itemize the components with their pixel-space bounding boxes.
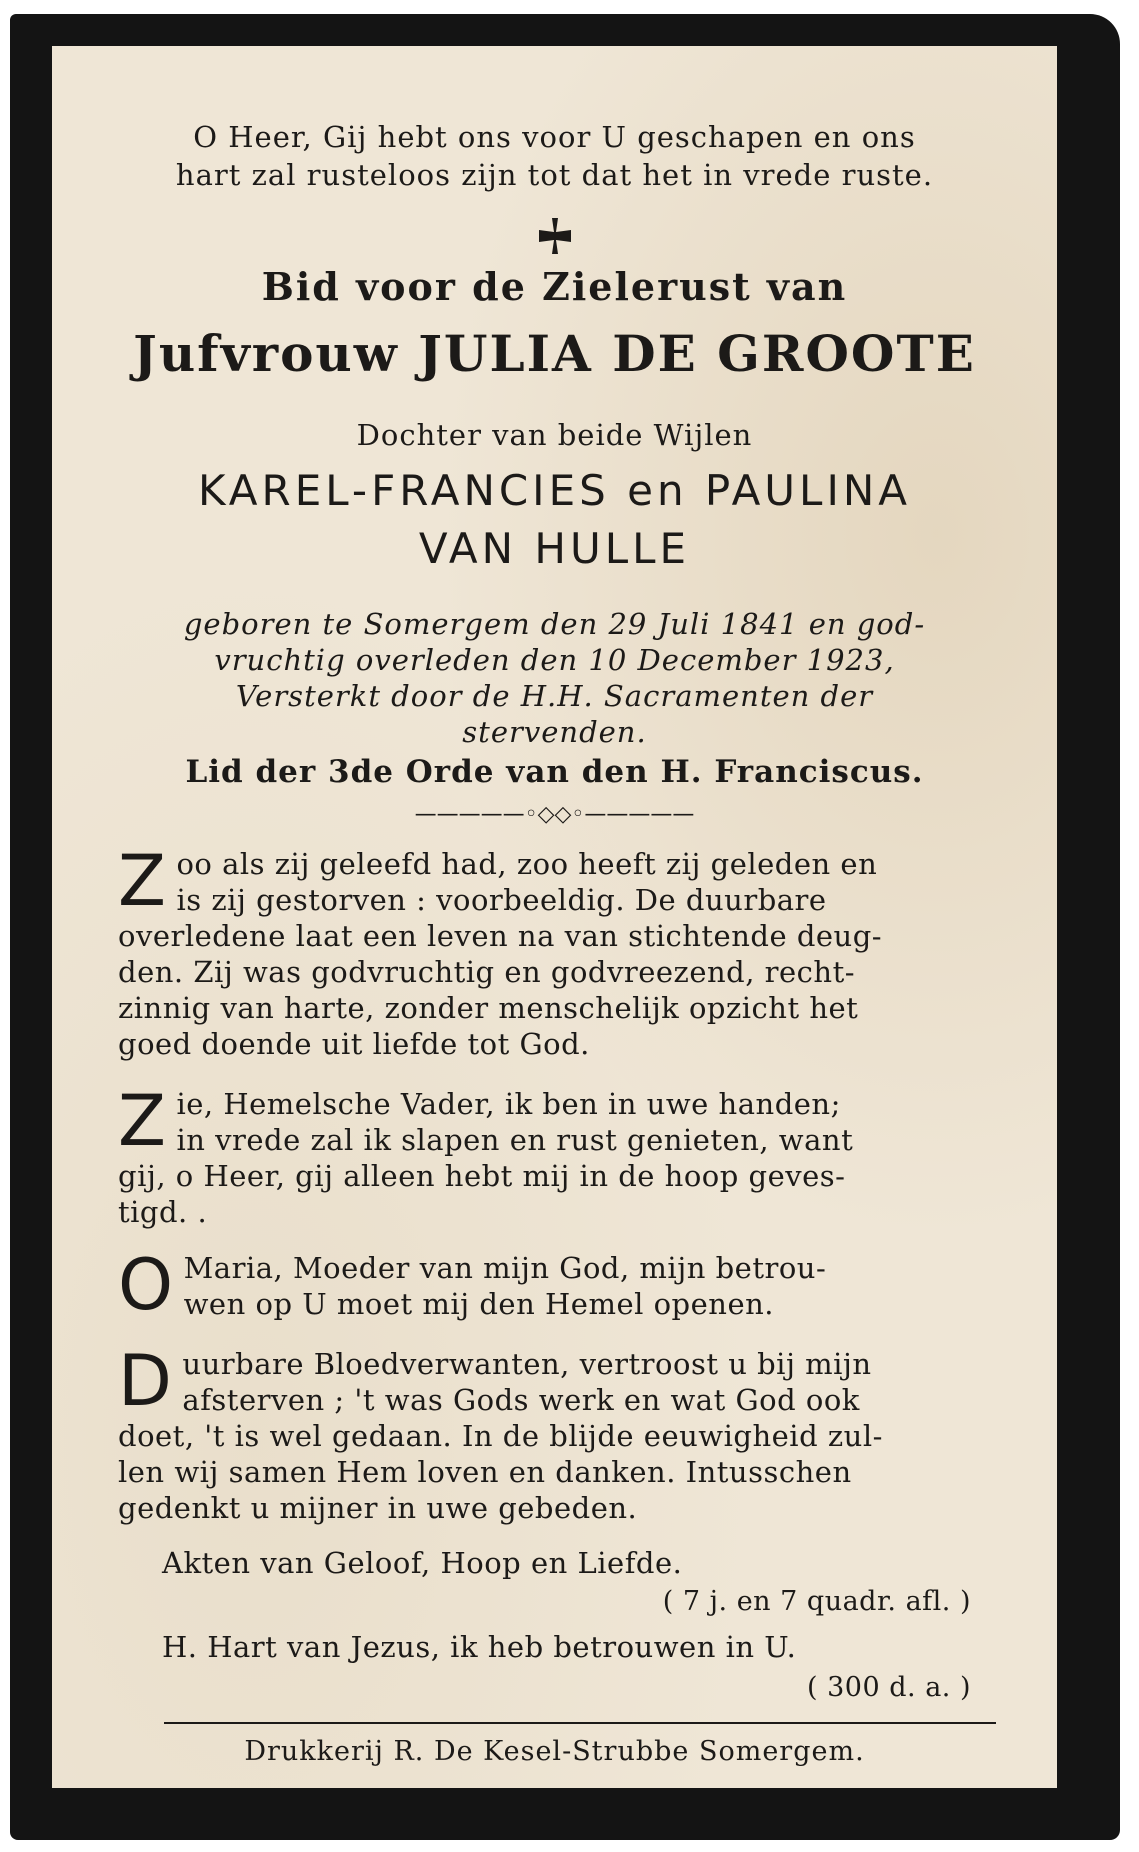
- paragraph-line: wen op U moet mij den Hemel openen.: [183, 1287, 775, 1321]
- ornament-divider: —————◦◇◇◦—————: [414, 802, 695, 827]
- biography-line: stervenden.: [462, 715, 647, 749]
- drop-cap: Z: [118, 840, 167, 922]
- paragraph-life: [118, 840, 1000, 1062]
- prayer-heading: Bid voor de Zielerust van: [261, 264, 848, 309]
- footer-rule: [164, 1722, 996, 1724]
- paragraph-line: ie, Hemelsche Vader, ik ben in uwe handen;: [176, 1087, 841, 1121]
- paragraph-line: Maria, Moeder van mijn God, mijn betrou-: [183, 1251, 827, 1285]
- paragraph-line: gedenkt u mijner in uwe gebeden.: [118, 1491, 638, 1525]
- biography: [52, 606, 1057, 750]
- parents-names: KAREL-FRANCIES en PAULINA: [198, 466, 911, 515]
- paragraph-line: zinnig van harte, zonder menschelijk opzicht het: [118, 991, 859, 1025]
- biography-line: Versterkt door de H.H. Sacramenten der: [235, 679, 874, 713]
- paragraph-relatives: [118, 1340, 1000, 1526]
- sacred-heart-prayer: H. Hart van Jezus, ik heb betrouwen in U.: [162, 1630, 797, 1664]
- paragraph-line: goed doende uit liefde tot God.: [118, 1027, 590, 1061]
- biography-line: vruchtig overleden den 10 December 1923,: [214, 643, 895, 677]
- paragraph-prayer-father: [118, 1080, 1000, 1230]
- paragraph-line: overledene laat een leven na van stichtende deug-: [118, 919, 883, 953]
- paragraph-line: len wij samen Hem loven en danken. Intusschen: [118, 1455, 852, 1489]
- daughter-of: Dochter van beide Wijlen: [356, 418, 753, 452]
- printer-credit: Drukkerij R. De Kesel-Strubbe Somergem.: [244, 1736, 865, 1767]
- memorial-card: [52, 46, 1057, 1788]
- sacred-heart-indulgence: ( 300 d. a. ): [807, 1672, 971, 1703]
- biography-line: geboren te Somergem den 29 Juli 1841 en god-: [183, 607, 926, 641]
- paragraph-line: tigd. .: [118, 1195, 208, 1229]
- acts-indulgence: ( 7 j. en 7 quadr. afl. ): [662, 1586, 971, 1617]
- paragraph-line: uurbare Bloedverwanten, vertroost u bij mijn: [182, 1347, 872, 1381]
- paragraph-line: is zij gestorven : voorbeeldig. De duurbare: [176, 883, 827, 917]
- paragraph-prayer-mary: [118, 1244, 1000, 1326]
- epigraph-line: hart zal rusteloos zijn tot dat het in vrede ruste.: [175, 158, 934, 192]
- drop-cap: D: [118, 1340, 173, 1422]
- epigraph: [52, 118, 1057, 194]
- order-membership: Lid der 3de Orde van den H. Franciscus.: [185, 754, 924, 790]
- paragraph-line: doet, 't is wel gedaan. In de blijde eeuwigheid zul-: [118, 1419, 883, 1453]
- paragraph-line: oo als zij geleefd had, zoo heeft zij geleden en: [176, 847, 878, 881]
- acts-of-faith: Akten van Geloof, Hoop en Liefde.: [162, 1546, 683, 1580]
- paragraph-line: den. Zij was godvruchtig en godvreezend, recht-: [118, 955, 856, 989]
- paragraph-line: afsterven ; 't was Gods werk en wat God ook: [182, 1383, 860, 1417]
- cross-ornament: [52, 216, 1057, 260]
- paragraph-line: in vrede zal ik slapen en rust genieten, want: [176, 1123, 854, 1157]
- paragraph-line: gij, o Heer, gij alleen hebt mij in de hoop geves-: [118, 1159, 846, 1193]
- drop-cap: Z: [118, 1080, 167, 1162]
- cross-pattee-icon: [535, 216, 575, 256]
- epigraph-line: O Heer, Gij hebt ons voor U geschapen en ons: [193, 120, 916, 154]
- deceased-name: Jufvrouw JULIA DE GROOTE: [133, 324, 976, 383]
- drop-cap: O: [118, 1244, 174, 1326]
- parents-surname: VAN HULLE: [418, 524, 691, 573]
